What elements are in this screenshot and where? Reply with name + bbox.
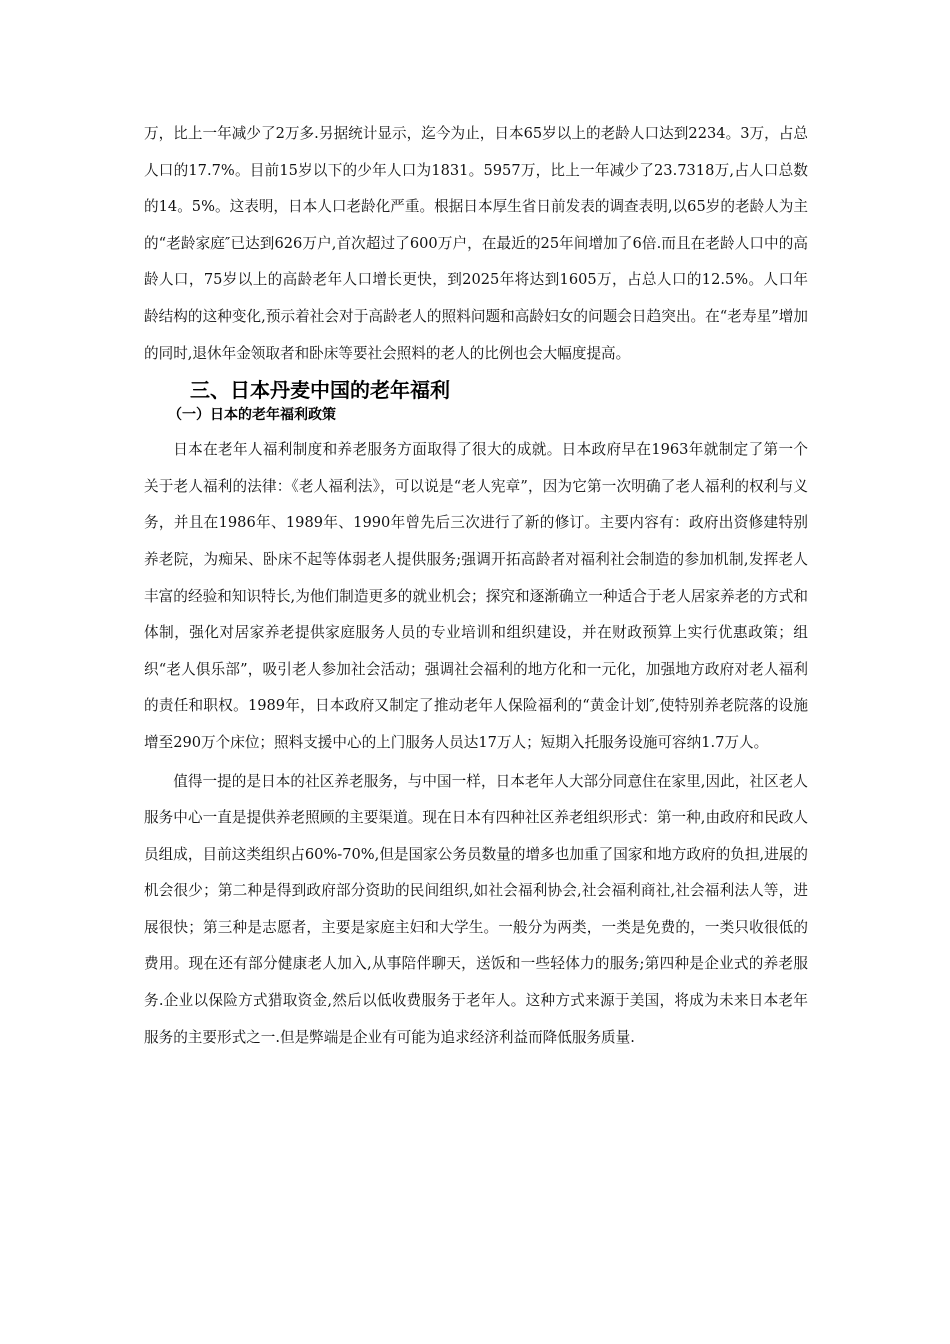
section-heading: 三、日本丹麦中国的老年福利 bbox=[190, 378, 450, 403]
paragraph-community-services: 值得一提的是日本的社区养老服务，与中国一样，日本老年人大部分同意住在家里,因此，社区老人服务中心一直是提供养老照顾的主要渠道。现在日本有四种社区养老组织形式：第一种,由政府和民政人员组成，目前这类组织占60%-70%,但是国家公务员数量的增多也加重了国家和地方政府的负担,进展的机会很少；第二种是得到政府部分资助的民间组织,如社会福利协会,社会福利商社,社会福利法人等，进展很快；第三种是志愿者，主要是家庭主妇和大学生。一般分为两类，一类是免费的，一类只收很低的费用。现在还有部分健康老人加入,从事陪伴聊天，送饭和一些轻体力的服务;第四种是企业式的养老服务.企业以保险方式猎取资金,然后以低收费服务于老年人。这种方式来源于美国，将成为未来日本老年服务的主要形式之一.但是弊端是企业有可能为追求经济利益而降低服务质量. bbox=[144, 772, 808, 1046]
sub-heading: （一）日本的老年福利政策 bbox=[168, 407, 336, 424]
document-body bbox=[144, 116, 808, 1056]
paragraph-population-statistics: 万，比上一年减少了2万多.另据统计显示，迄今为止，日本65岁以上的老龄人口达到2234。3万，占总人口的17.7%。目前15岁以下的少年人口为1831。5957万，比上一年减少了23.7318万,占人口总数的14。5%。这表明，日本人口老龄化严重。根据日本厚生省日前发表的调查表明,以65岁的老龄人为主的“老龄家庭″已达到626万户,首次超过了600万户，在最近的25年间增加了6倍.而且在老龄人口中的高龄人口，75岁以上的高龄老年人口增长更快，到2025年将达到1605万，占总人口的12.5%。人口年龄结构的这种变化,预示着社会对于高龄老人的照料问题和高龄妇女的问题会日趋突出。在“老寿星”增加的同时,退休年金领取者和卧床等要社会照料的老人的比例也会大幅度提高。 bbox=[144, 125, 808, 362]
paragraph-welfare-policy: 日本在老年人福利制度和养老服务方面取得了很大的成就。日本政府早在1963年就制定了第一个关于老人福利的法律：《老人福利法》，可以说是“老人宪章”，因为它第一次明确了老人福利的权利与义务，并且在1986年、1989年、1990年曾先后三次进行了新的修订。主要内容有：政府出资修建特别养老院，为痴呆、卧床不起等体弱老人提供服务;强调开拓高龄者对福利社会制造的参加机制,发挥老人丰富的经验和知识特长,为他们制造更多的就业机会；探究和逐渐确立一种适合于老人居家养老的方式和体制，强化对居家养老提供家庭服务人员的专业培训和组织建设，并在财政预算上实行优惠政策；组织“老人俱乐部”，吸引老人参加社会活动；强调社会福利的地方化和一元化，加强地方政府对老人福利的责任和职权。1989年，日本政府又制定了推动老年人保险福利的“黄金计划″,使特别养老院落的设施增至290万个床位；照料支援中心的上门服务人员达17万人；短期入托服务设施可容纳1.7万人。 bbox=[144, 441, 808, 751]
